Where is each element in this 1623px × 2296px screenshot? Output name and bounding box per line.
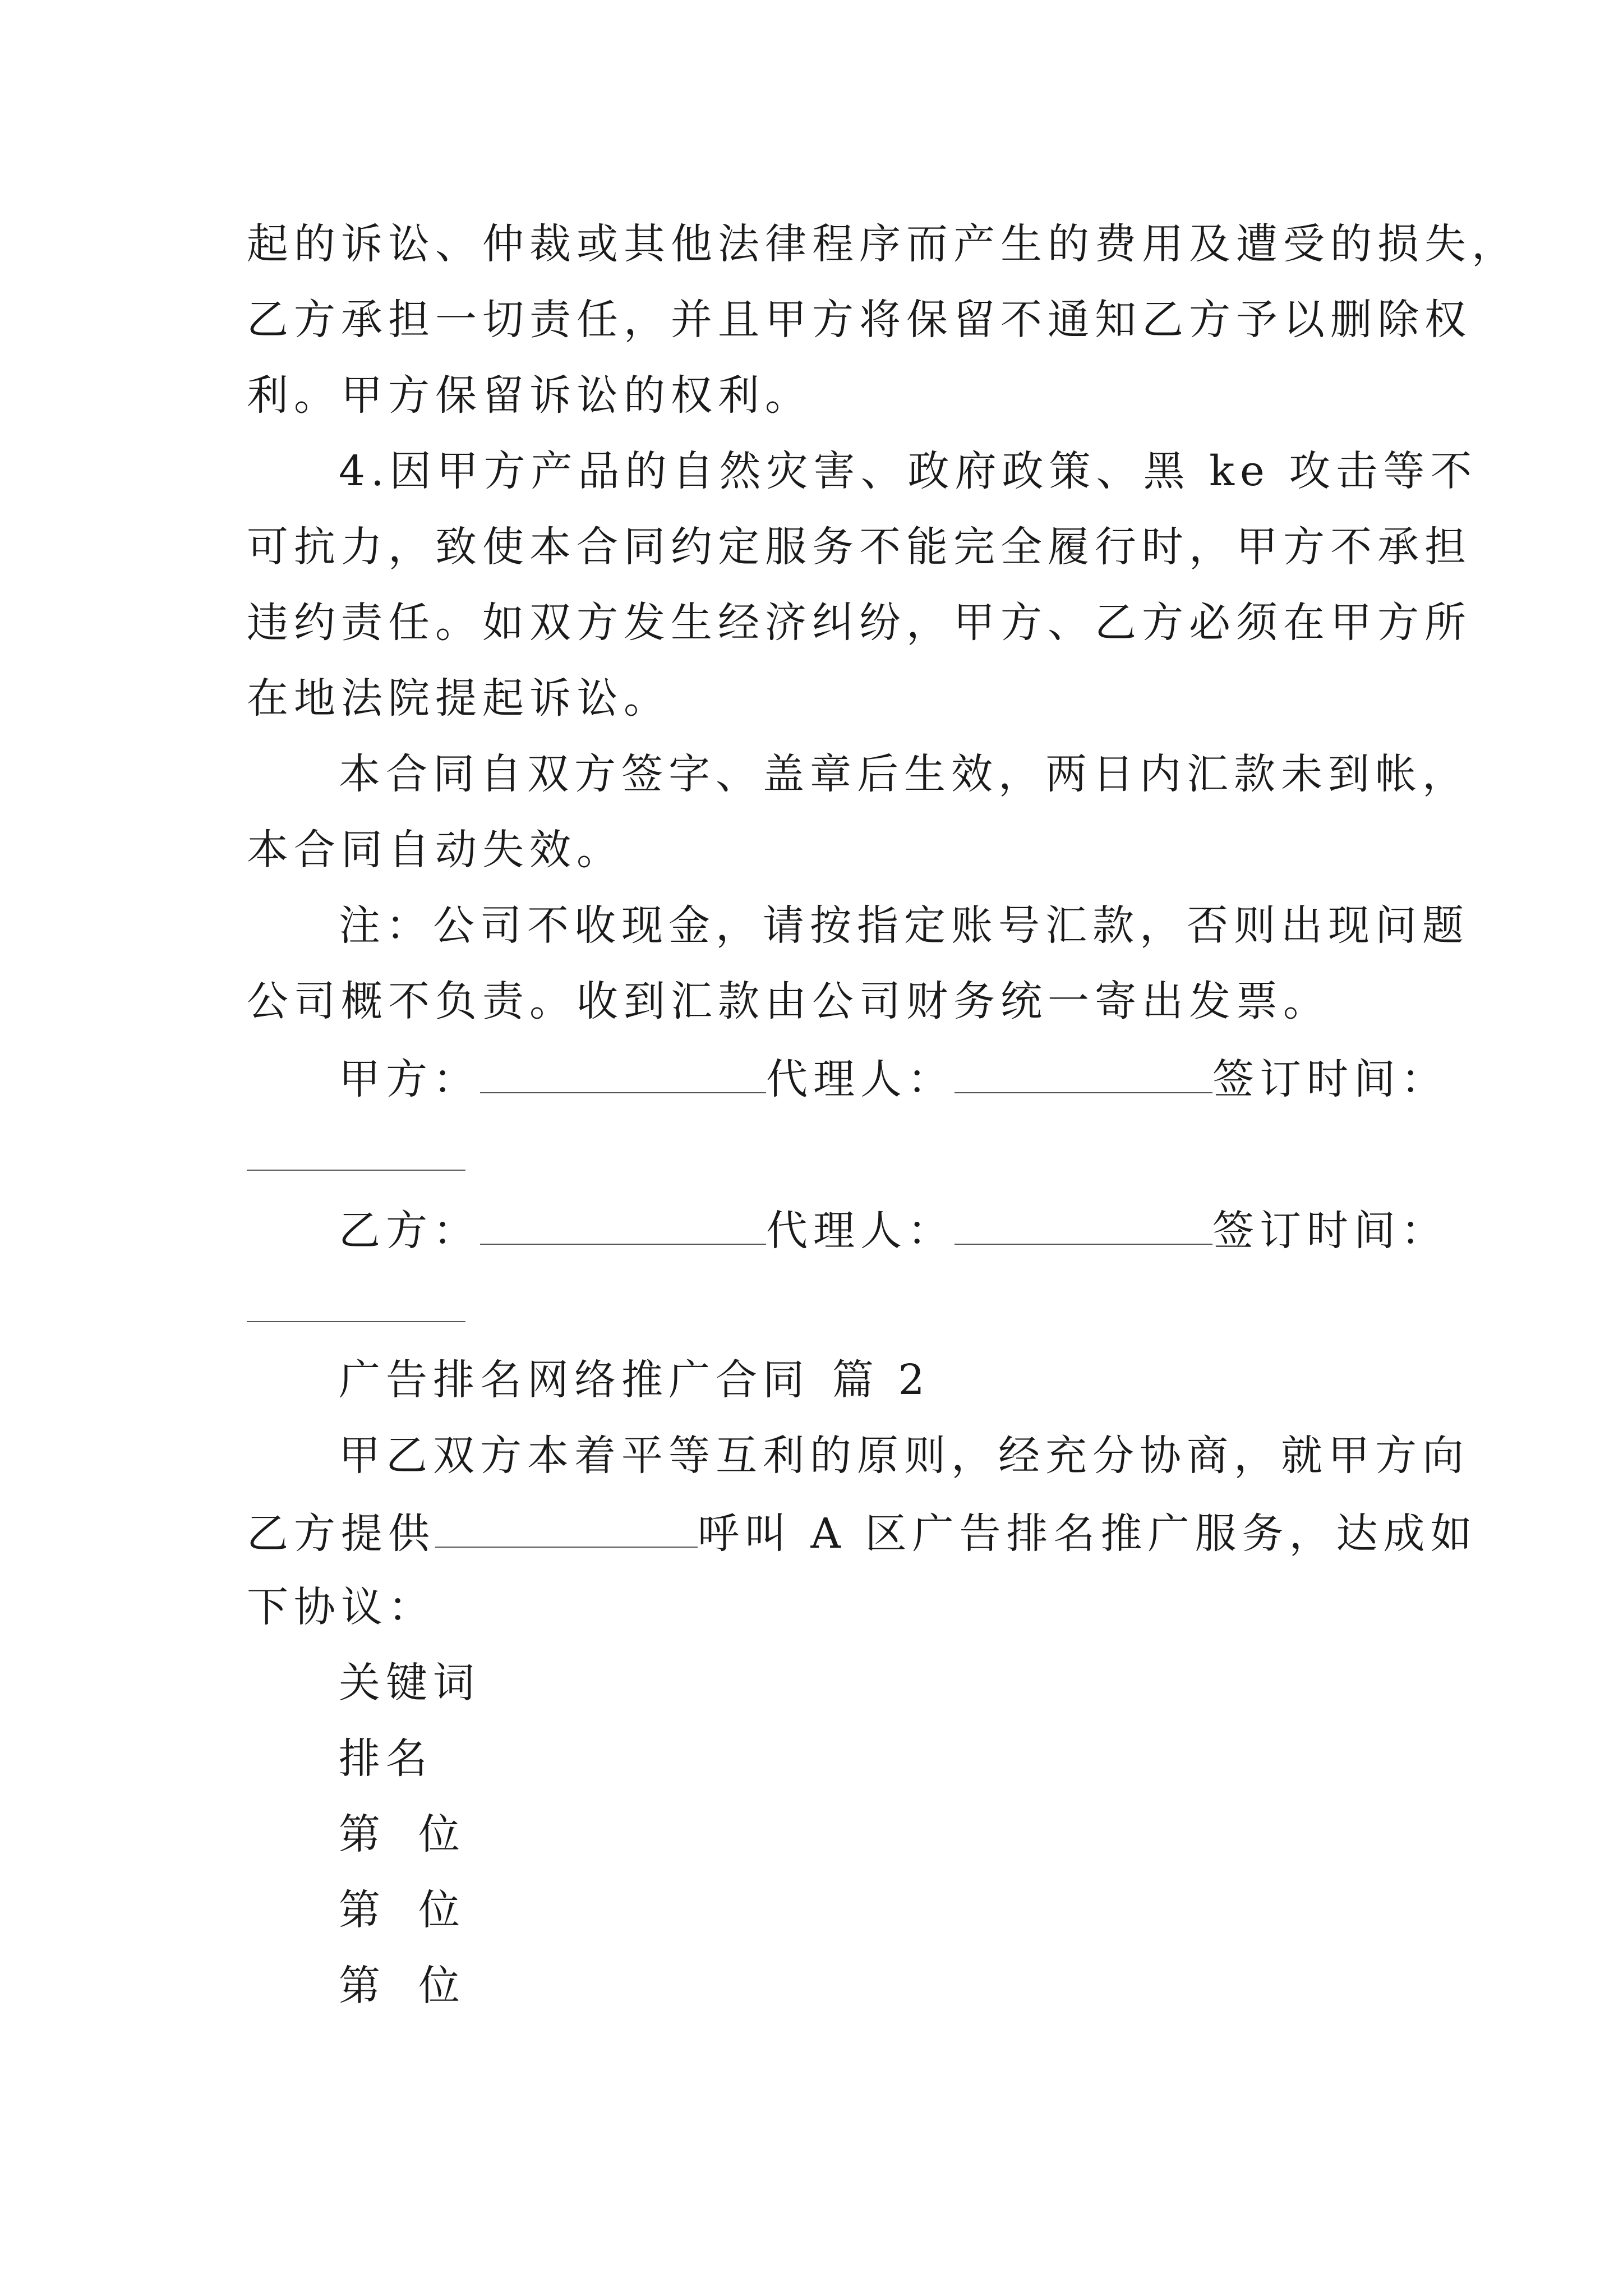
paragraph-line: 利。甲方保留诉讼的权利。 [247, 371, 812, 420]
paragraph-line: 公司概不负责。收到汇款由公司财务统一寄出发票。 [247, 977, 1330, 1025]
paragraph-line: 起的诉讼、仲裁或其他法律程序而产生的费用及遭受的损失， [247, 220, 1519, 268]
party-a-label: 甲方： [339, 1055, 480, 1103]
date-b-blank[interactable] [247, 1321, 465, 1322]
agent-a-signature-blank[interactable] [955, 1056, 1212, 1093]
table-row: 第 位 [339, 1886, 465, 1934]
section-title [339, 1356, 930, 1404]
table-row: 第 位 [339, 1962, 465, 2010]
paragraph-line: 本合同自动失效。 [247, 826, 624, 874]
paragraph-line: 违约责任。如双方发生经济纠纷，甲方、乙方必须在甲方所 [247, 599, 1472, 647]
section2-intro-line: 甲乙双方本着平等互利的原则，经充分协商，就甲方向 [339, 1432, 1469, 1480]
date-a-label: 签订时间： [1212, 1055, 1448, 1103]
party-a-signature-blank[interactable] [480, 1056, 766, 1093]
signature-row-a [339, 1055, 1448, 1103]
table-header-keyword: 关键词 [339, 1659, 480, 1707]
section-number: 篇 2 [832, 1356, 930, 1404]
party-b-label: 乙方： [339, 1207, 480, 1255]
section2-service-line: 乙方提供 呼叫 A 区广告排名推广服务，达成如 [247, 1510, 1478, 1558]
clause-4-line: 4.因甲方产品的自然灾害、政府政策、黑 ke 攻击等不 [339, 447, 1478, 495]
paragraph-line: 乙方承担一切责任，并且甲方将保留不通知乙方予以删除权 [247, 296, 1472, 344]
service-provider-blank[interactable] [435, 1511, 698, 1548]
agent-a-label: 代理人： [766, 1055, 955, 1103]
date-a-blank[interactable] [247, 1170, 465, 1171]
paragraph-line: 下协议： [247, 1583, 435, 1631]
paragraph-line: 可抗力，致使本合同约定服务不能完全履行时，甲方不承担 [247, 523, 1472, 571]
agent-b-label: 代理人： [766, 1207, 955, 1255]
paragraph-line: 在地法院提起诉讼。 [247, 674, 671, 723]
section-title-text: 广告排名网络推广合同 [339, 1356, 810, 1404]
note-line: 注：公司不收现金，请按指定账号汇款，否则出现问题 [339, 901, 1469, 950]
signature-row-b [339, 1207, 1448, 1255]
party-b-signature-blank[interactable] [480, 1208, 766, 1245]
table-header-rank: 排名 [339, 1734, 433, 1783]
effective-clause-line: 本合同自双方签字、盖章后生效，两日内汇款未到帐， [339, 750, 1469, 798]
table-row: 第 位 [339, 1810, 465, 1858]
date-b-label: 签订时间： [1212, 1207, 1448, 1255]
agent-b-signature-blank[interactable] [955, 1208, 1212, 1245]
